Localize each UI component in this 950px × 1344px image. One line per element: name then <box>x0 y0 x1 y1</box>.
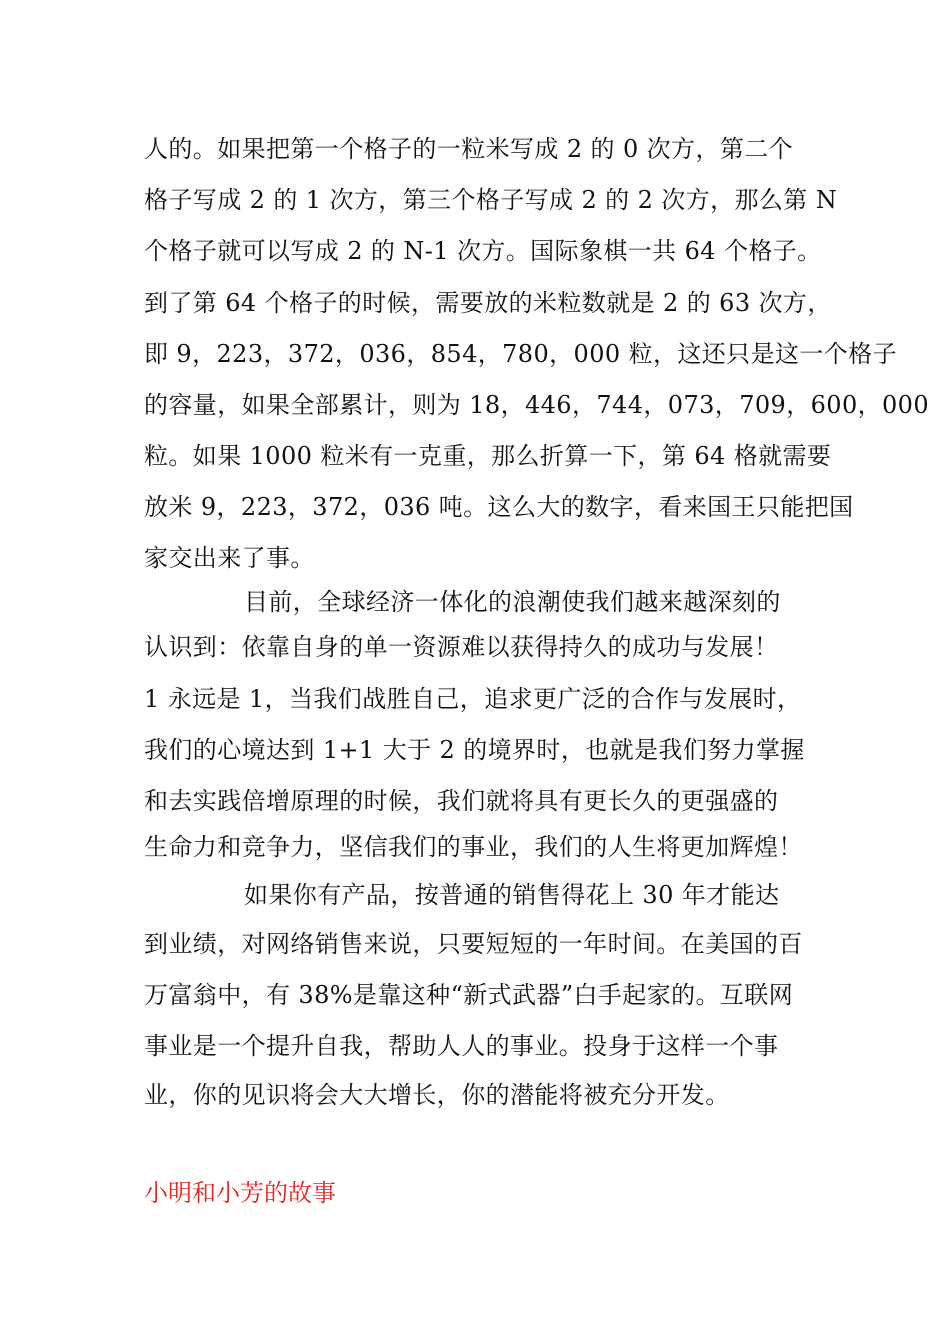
paragraph-line: 和去实践倍增原理的时候，我们就将具有更长久的更强盛的 <box>144 787 779 815</box>
paragraph-line: 认识到：依靠自身的单一资源难以获得持久的成功与发展！ <box>144 633 779 661</box>
paragraph-line: 生命力和竞争力，坚信我们的事业，我们的人生将更加辉煌！ <box>144 833 803 861</box>
paragraph-line: 格子写成 2 的 1 次方，第三个格子写成 2 的 2 次方，那么第 N <box>144 186 838 214</box>
paragraph-line: 的容量，如果全部累计，则为 18，446，744，073，709，600，000 <box>144 391 930 419</box>
paragraph-line: 1 永远是 1，当我们战胜自己，追求更广泛的合作与发展时， <box>144 685 802 713</box>
paragraph-line: 业，你的见识将会大大增长，你的潜能将被充分开发。 <box>144 1081 730 1109</box>
paragraph-line: 我们的心境达到 1+1 大于 2 的境界时，也就是我们努力掌握 <box>144 736 805 764</box>
paragraph-line: 放米 9，223，372，036 吨。这么大的数字，看来国王只能把国 <box>144 493 854 521</box>
paragraph-line: 如果你有产品，按普通的销售得花上 30 年才能达 <box>244 881 780 909</box>
paragraph-line: 粒。如果 1000 粒米有一克重，那么折算一下，第 64 格就需要 <box>144 442 832 470</box>
paragraph-line: 家交出来了事。 <box>144 544 315 572</box>
paragraph-line: 到业绩，对网络销售来说，只要短短的一年时间。在美国的百 <box>144 930 803 958</box>
paragraph-line: 到了第 64 个格子的时候，需要放的米粒数就是 2 的 63 次方， <box>144 289 832 317</box>
paragraph-line: 即 9，223，372，036，854，780，000 粒，这还只是这一个格子 <box>144 340 897 368</box>
paragraph-line: 万富翁中，有 38%是靠这种“新式武器”白手起家的。互联网 <box>144 981 794 1009</box>
section-heading: 小明和小芳的故事 <box>144 1179 336 1207</box>
paragraph-line: 人的。如果把第一个格子的一粒米写成 2 的 0 次方，第二个 <box>144 135 794 163</box>
paragraph-line: 目前，全球经济一体化的浪潮使我们越来越深刻的 <box>244 588 781 616</box>
paragraph-line: 个格子就可以写成 2 的 N-1 次方。国际象棋一共 64 个格子。 <box>144 237 822 265</box>
paragraph-line: 事业是一个提升自我，帮助人人的事业。投身于这样一个事 <box>144 1032 779 1060</box>
